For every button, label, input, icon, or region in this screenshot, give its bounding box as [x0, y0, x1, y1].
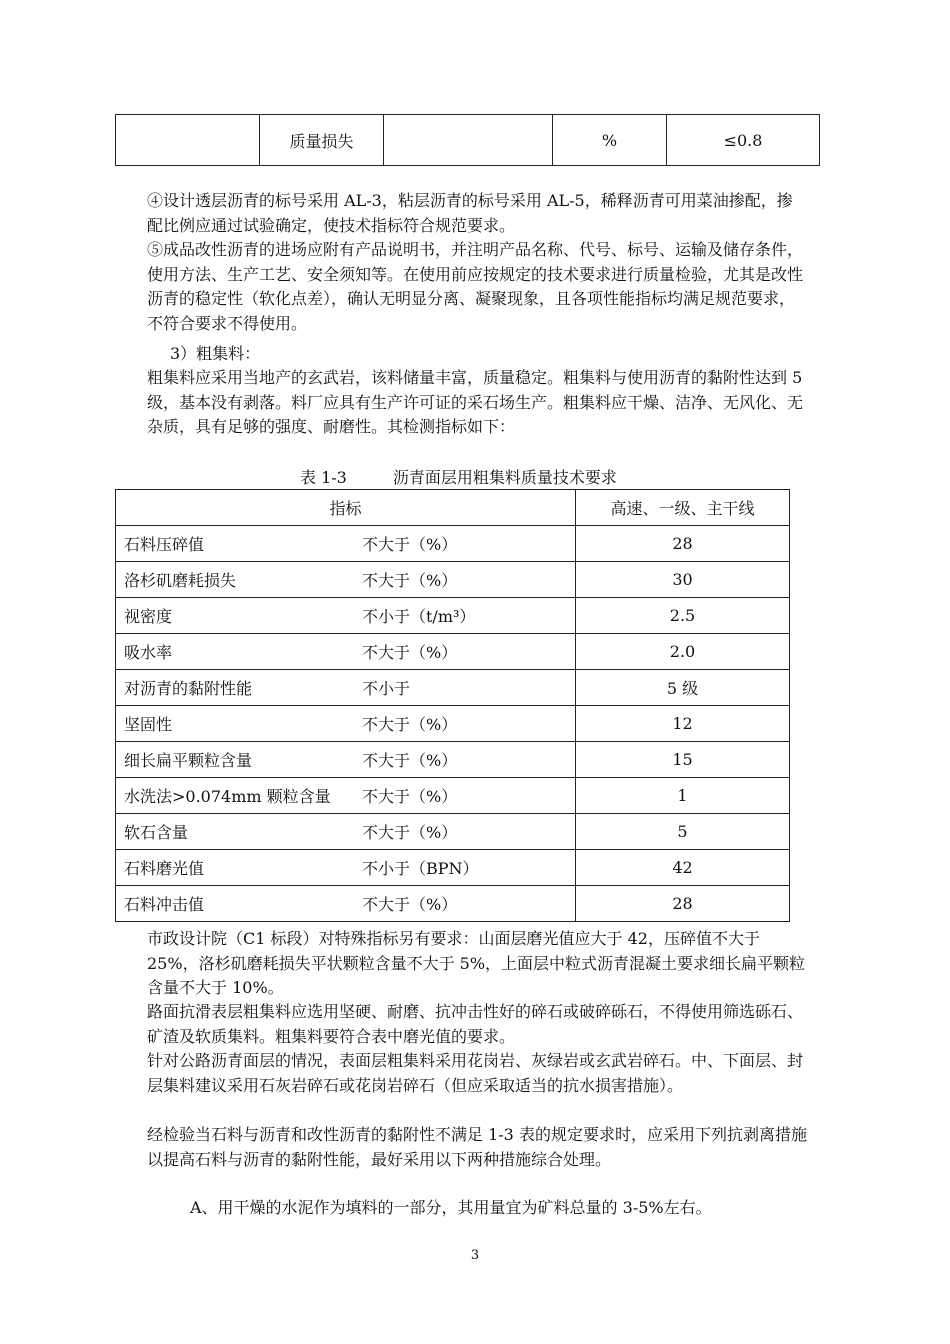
- header-indicator: 指标: [116, 490, 576, 526]
- indicator-condition: 不大于（%）: [362, 535, 458, 554]
- indicator-condition: 不大于（%）: [362, 751, 458, 770]
- indicator-name: 坚固性: [124, 715, 173, 734]
- indicator-name: 吸水率: [124, 643, 173, 662]
- paragraph: 粗集料应采用当地产的玄武岩，该料储量丰富，质量稳定。粗集料与使用沥青的黏附性达到 5 级，基本没有剥落。料厂应具有生产许可证的采石场生产。粗集料应干燥、洁净、无风化、无杂质，具有足够的强度、耐磨性。其检测指标如下：: [147, 368, 804, 436]
- table-cell: [116, 115, 260, 166]
- indicator-value: 42: [576, 850, 790, 886]
- indicator-value: 30: [576, 562, 790, 598]
- indicator-condition: 不大于（%）: [362, 823, 458, 842]
- header-grade: 高速、一级、主干线: [576, 490, 790, 526]
- indicator-condition: 不大于（%）: [362, 895, 458, 914]
- indicator-name: 视密度: [124, 607, 173, 626]
- table-cell: ≤0.8: [667, 115, 820, 166]
- indicator-condition: 不大于（%）: [362, 643, 458, 662]
- paragraph: [147, 238, 807, 336]
- table-number: 表 1-3: [300, 468, 347, 487]
- page-number: 3: [470, 1248, 480, 1263]
- paragraph-text: ④设计透层沥青的标号采用 AL-3，粘层沥青的标号采用 AL-5，稀释沥青可用菜油掺配，掺配比例应通过试验确定，使技术指标符合规范要求。: [147, 191, 793, 235]
- paragraph: A、用干燥的水泥作为填料的一部分，其用量宜为矿料总量的 3-5%左右。: [190, 1198, 712, 1217]
- indicator-condition: 不大于（%）: [362, 715, 458, 734]
- indicator-name: 对沥青的黏附性能: [124, 679, 253, 698]
- indicator-name: 石料磨光值: [124, 859, 205, 878]
- indicator-value: 2.5: [576, 598, 790, 634]
- table-row: [116, 814, 790, 850]
- table-row: [116, 598, 790, 634]
- indicator-condition: 不小于（t/m³）: [362, 607, 476, 626]
- indicator-value: 15: [576, 742, 790, 778]
- indicator-condition: 不大于（%）: [362, 571, 458, 590]
- indicator-value: 12: [576, 706, 790, 742]
- indicator-value: 1: [576, 778, 790, 814]
- table-cell: [384, 115, 553, 166]
- indicator-value: 5: [576, 814, 790, 850]
- indicator-value: 2.0: [576, 634, 790, 670]
- table-row: [116, 526, 790, 562]
- paragraph: 市政设计院（C1 标段）对特殊指标另有要求：山面层磨光值应大于 42，压碎值不大于 25%，洛杉矶磨耗损失平状颗粒含量不大于 5%，上面层中粒式沥青混凝土要求细长扁平颗粒含量不大于 10%。: [147, 929, 806, 997]
- table-row: [116, 670, 790, 706]
- table-row: [116, 742, 790, 778]
- indicator-value: 5 级: [576, 670, 790, 706]
- section-heading: 3）粗集料：: [170, 344, 261, 363]
- indicator-name: 软石含量: [124, 823, 189, 842]
- table-row: [116, 886, 790, 922]
- table-title: 沥青面层用粗集料质量技术要求: [392, 468, 617, 487]
- indicator-name: 细长扁平颗粒含量: [124, 751, 253, 770]
- table-cell: %: [553, 115, 667, 166]
- table-row: [116, 778, 790, 814]
- indicator-condition: 不大于（%）: [362, 787, 458, 806]
- table-header-row: [116, 490, 790, 526]
- indicator-name: 石料压碎值: [124, 535, 205, 554]
- indicator-name: 石料冲击值: [124, 895, 205, 914]
- table-row: [116, 115, 820, 166]
- continued-table: [115, 114, 820, 166]
- indicator-name: 水洗法>0.074mm 颗粒含量: [124, 787, 331, 806]
- paragraph: [147, 189, 807, 238]
- paragraph: 经检验当石料与沥青和改性沥青的黏附性不满足 1-3 表的规定要求时，应采用下列抗剥离措施以提高石料与沥青的黏附性能，最好采用以下两种措施综合处理。: [147, 1125, 807, 1169]
- table-row: [116, 850, 790, 886]
- paragraph: 针对公路沥青面层的情况，表面层粗集料采用花岗岩、灰绿岩或玄武岩碎石。中、下面层、封层集料建议采用石灰岩碎石或花岗岩碎石（但应采取适当的抗水损害措施）。: [147, 1051, 804, 1095]
- indicator-condition: 不小于: [362, 679, 411, 698]
- table-caption: [300, 465, 617, 488]
- table-row: [116, 706, 790, 742]
- aggregate-requirements-table: [115, 489, 790, 922]
- table-row: [116, 562, 790, 598]
- table-row: [116, 634, 790, 670]
- indicator-value: 28: [576, 526, 790, 562]
- paragraph-text: ⑤成品改性沥青的进场应附有产品说明书，并注明产品名称、代号、标号、运输及储存条件，使用方法、生产工艺、安全须知等。在使用前应按规定的技术要求进行质量检验，尤其是改性沥青的稳定性（软化点差），确认无明显分离、凝聚现象，且各项性能指标均满足规范要求，不符合要求不得使用。: [147, 240, 804, 333]
- indicator-name: 洛杉矶磨耗损失: [124, 571, 237, 590]
- table-cell: 质量损失: [260, 115, 384, 166]
- paragraph: 路面抗滑表层粗集料应选用坚硬、耐磨、抗冲击性好的碎石或破碎砾石，不得使用筛选砾石、矿渣及软质集料。粗集料要符合表中磨光值的要求。: [147, 1002, 804, 1046]
- indicator-condition: 不小于（BPN）: [362, 859, 479, 878]
- indicator-value: 28: [576, 886, 790, 922]
